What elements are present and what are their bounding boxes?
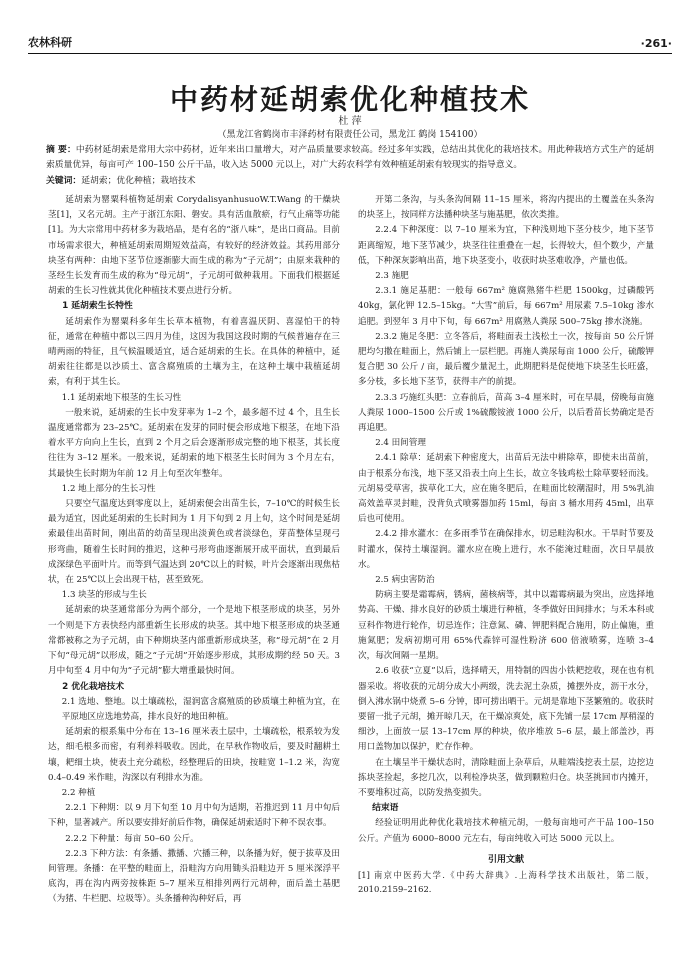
- body-paragraph: 2.2.2 下种量：每亩 50–60 公斤。: [65, 833, 199, 844]
- body-paragraph: 2.3.1 施足基肥：一般每 667m² 施腐熟猪牛栏肥 1500kg，过磷酸钙 40kg，氯化钾 12.5–15kg。“大雪”前后，每 667m² 用尿素 7.5–10kg 渗水追肥。到翌年 3 月中下旬，每 667m² 用腐熟人粪尿 500–75kg 掺水浇施。: [358, 286, 654, 327]
- running-header: [28, 30, 672, 54]
- body-paragraph: 2.6 收获“立夏”以后，选择晴天，用特制的四齿小铁耙挖收，现在也有机器采收。将收获的元胡分成大小两级，洗去泥土杂质，摊摆外皮，沥干水分，倒入沸水锅中烧煮 5–6 分钟，即可捞出晒干。元胡是靠地下茎繁殖的。收获时要留一批子元胡，摊开晾几天，在干燥凉爽处，底下先铺一层 17cm 厚稍湿的细沙，上面放一层 13–17cm 厚的种块，依序堆放 5–6 层，最上部盖沙，再用口盖物加以保护，贮存作种。: [358, 666, 654, 753]
- right-column: [358, 193, 654, 896]
- body-paragraph: 2.3.3 巧施红头肥：立春前后，苗高 3–4 厘米时，可在早晨，傍晚每亩施人粪尿 1000–1500 公斤或 1%硫酸铵液 1000 公斤，以后看苗长势确定是否再追肥。: [358, 392, 654, 434]
- body-paragraph: 延胡索作为罂粟科多年生长草本植物，有着喜温厌阴、喜湿怕干的特征，通常在种植中都以三四月为佳，这因为我国这段时期的气候普遍存在三晴两雨的特征，且气候温暖适宜，适合延胡索的生长。在具体的种植中，延胡索往往都是以沙质土、富含腐殖质的土壤为主，在这种土壤中栽植延胡索，有利于其生长。: [48, 316, 340, 388]
- section-heading: 2.2 种植: [61, 787, 96, 798]
- body-paragraph: 2.3 施肥: [375, 271, 409, 282]
- article-author: 杜 萍: [338, 116, 362, 127]
- section-heading: 1.3 块茎的形成与生长: [61, 590, 147, 601]
- body-paragraph: 延胡索的块茎通常部分为两个部分，一个是地下根茎形成的块茎，另外一个则是下方表快经内部重新生长形成的块茎。其中地下根茎形成的块茎通常都被称之为子元胡，由下种期块茎内部重新形成块茎，称“母元胡”在 2 月下旬“母元胡”以形成，随之“子元胡”开始逐步形成，其形成期约经 50 天。3 月中旬至 4 月中旬为“子元胡”膨大增重最快时间。: [48, 605, 340, 677]
- abstract-label: 摘 要：: [46, 145, 76, 155]
- body-paragraph: 2.4.2 排水灌水：在多雨季节在确保排水，切忌畦沟积水。干旱时节要及时灌水，保持土壤湿润。灌水应在晚上进行，水不能淹过畦面，次日早晨放水。: [358, 529, 654, 570]
- section-heading: 1.1 延胡索地下根茎的生长习性: [61, 392, 182, 403]
- body-paragraph: 防病主要是霜霉病，锈病，菌核病等，其中以霜霉病最为突出，应选择地势高、干燥、排水良好的砂质土壤进行种植，冬季做好田间排水；与禾本科或豆科作物进行轮作，切忌连作；注意氮、磷、钾肥料配合施用，防止偏施，重施氮肥；发病初期可用 65%代森锌可湿性粉济 600 倍液喷雾，连喷 3–4 次，每次间隔一星期。: [358, 590, 654, 662]
- reference-item: [1] 南京中医药大学.《中药大辞典》.上海科学技术出版社，第二版，2010.2159–2162.: [358, 869, 654, 894]
- page-number: ·261·: [640, 37, 672, 50]
- keywords-label: 关键词：: [46, 176, 82, 186]
- section-heading: 1.2 地上部分的生长习性: [61, 483, 156, 494]
- body-paragraph: 延胡索的根系集中分布在 13–16 厘米表土层中，土壤疏松，根系较为发达，细毛根多而密，有利养料吸收。因此，在早秋作物收后，要及时翻耕土壤，耙细土块，使表土充分疏松，经整理后的田块，按畦宽 1–1.2 米，沟宽 0.4–0.49 米作畦，沟深以有利排水为准。: [48, 727, 340, 783]
- body-paragraph: 2.4 田间管理: [375, 438, 426, 449]
- abstract: [46, 143, 654, 173]
- body-paragraph: 一般来说，延胡索的生长中发芽率为 1–2 个，最多超不过 4 个，且生长温度通常都为 23–25℃。延胡索在发芽的同时便会形成地下根茎，在地下沿着水平方向向上生长，直到 2 个月之后会逐渐形成完整的地下根茎，其长度往往为 3–12 厘米。一般来说，延胡索的地下根茎生长时间为 3 个月左右，其最快生长时期为年前 12 月上旬至次年整年。: [48, 407, 340, 479]
- body-paragraph: 在土壤呈半干燥状态时，清除畦面上杂草后，从畦端浅挖表土层，边挖边拣块茎捡起，多挖几次，以利检净块茎，做到颗粒归仓。块茎挑回市内摊开，不要堆积过高，以防发热变损失。: [358, 757, 654, 798]
- section-heading: 1 延胡索生长特性: [62, 301, 133, 312]
- section-heading: 2 优化栽培技术: [62, 681, 125, 692]
- body-paragraph: 2.2.1 下种期：以 9 月下旬至 10 月中旬为适期，若推迟到 11 月中旬后下种，显著减产。所以要安排好前后作物，确保延胡索适时下种不误农事。: [48, 803, 340, 829]
- body-paragraph: 延胡索为罂粟科植物延胡索 CorydalisyanhusuoW.T.Wang 的干燥块茎[1]，又名元胡。主产于浙江东阳、磐安。具有活血散瘀，行气止痛等功能[1]。为大宗常用中药材多为栽培品，是有名的“浙八味”，是出口商品。目前市场需求很大，种植延胡索周期短效益高，有较好的经济效益。其药用部分块茎有两种：由地下茎节位逐渐膨大而生成的称为“子元胡”；由原来栽种的茎经生长发育而生成的称为“母元胡”，子元胡可做种栽用。下面我们根据延胡索的生长习性就其优化种植技术要点进行分析。: [48, 195, 340, 297]
- abstract-text: 中药材延胡索是常用大宗中药材，近年来出口量增大，对产品质量要求较高。经过多年实践，总结出其优化的栽培技术。用此种栽培方式生产的延胡索质量优异，每亩可产 100–150 公斤干品，收入达 5000 元以上，对广大药农科学有效种植延胡索有较现实的指导意义。: [46, 145, 654, 170]
- journal-name: 农林科研: [28, 36, 72, 49]
- references-title: 引用文献: [487, 854, 524, 865]
- section-heading: 2.1 选地、整地。以土壤疏松，湿润富含腐殖质的砂质壤土种植为宜，在平原地区应选地势高，排水良好的地田种植。: [61, 696, 340, 722]
- article-affiliation: （黑龙江省鹤岗市丰泽药材有限责任公司，黑龙江 鹤岗 154100）: [217, 130, 483, 140]
- section-heading: 结束语: [372, 803, 399, 814]
- body-paragraph: 2.4.1 除草：延胡索下种密度大，出苗后无法中耕除草，即使未出苗前，由于根系分布浅，地下茎又沿表土向上生长，故立冬钱鸡松土除草要轻而浅。元胡易受草害，拔草化工大，应在施冬肥后，在畦面比较潮湿时，用 5%乳油高效盖草灵封畦，没背负式喷雾器加药 15ml，每亩 3 桶水用药 45ml，出草后也可使用。: [358, 453, 654, 525]
- article-title: 中药材延胡索优化种植技术: [169, 83, 530, 116]
- body-paragraph: 只要空气温度达到零度以上，延胡索便会出苗生长，7–10℃的时候生长最为适宜，因此延胡索的生长时间为 1 月下旬到 2 月上旬，这个时间是延胡索最佳出苗时间，刚出苗的幼苗呈现出淡黄色或者淡绿色，芽苗整体呈现弓形弯曲，随着生长时间的推迟，这种弓形弯曲逐渐展开成平面状，直到最后成深绿色平面叶片。而等到气温达到 20℃以上的时候，叶片会逐渐出现焦枯状，在 25℃以上会出现干枯，甚至致死。: [48, 499, 340, 586]
- body-paragraph: 2.3.2 施足冬肥：立冬答后，将畦面表土浅松土一次，按每亩 50 公斤饼肥均匀撒在畦面上，然后铺上一层栏肥。再施人粪尿每亩 1000 公斤，硫酸钾复合肥 30 公斤 / 亩，最后覆少量泥土，此期肥料是促使地下块茎生长旺盛，多分枝，多长地下茎节，获得丰产的前提。: [358, 331, 654, 388]
- body-paragraph: 开第二条沟，与头条沟间隔 11–15 厘米，将沟内提出的土覆盖在头条沟的块茎上，按同样方法播种块茎与施基肥，依次类推。: [358, 195, 654, 221]
- body-paragraph: 2.2.4 下种深度：以 7–10 厘米为宜，下种浅则地下茎分枝少，地下茎节距离缩短，地下茎节减少，块茎往往重叠在一起，长得较大，但个数少，产量低，下种深灰影响出苗，地下块茎变小，收获时块茎难收净，产量也低。: [358, 225, 654, 266]
- body-paragraph: 经验证明用此种优化栽培技术种植元胡，一般每亩地可产干品 100–150 公斤。产值为 6000–8000 元左右，每亩纯收入可达 5000 元以上。: [358, 818, 654, 844]
- keywords-text: 延胡索；优化种植；栽培技术: [81, 176, 196, 186]
- body-paragraph: 2.5 病虫害防治: [375, 575, 435, 586]
- left-column: [48, 193, 340, 908]
- keywords: [46, 174, 654, 189]
- body-paragraph: 2.2.3 下种方法：有条播、撒播、穴播三种，以条播为好，便于拔草及田间管理。条播：在平整的畦面上，沿畦沟方向用锄头沿畦边开 5 厘米深浮平底沟，再在沟内两旁按株距 5–7 厘米互相排列两行元胡种，面后盖土基肥（为猪、牛栏肥、垃圾等）。头条播种沟种好后，再: [48, 848, 340, 905]
